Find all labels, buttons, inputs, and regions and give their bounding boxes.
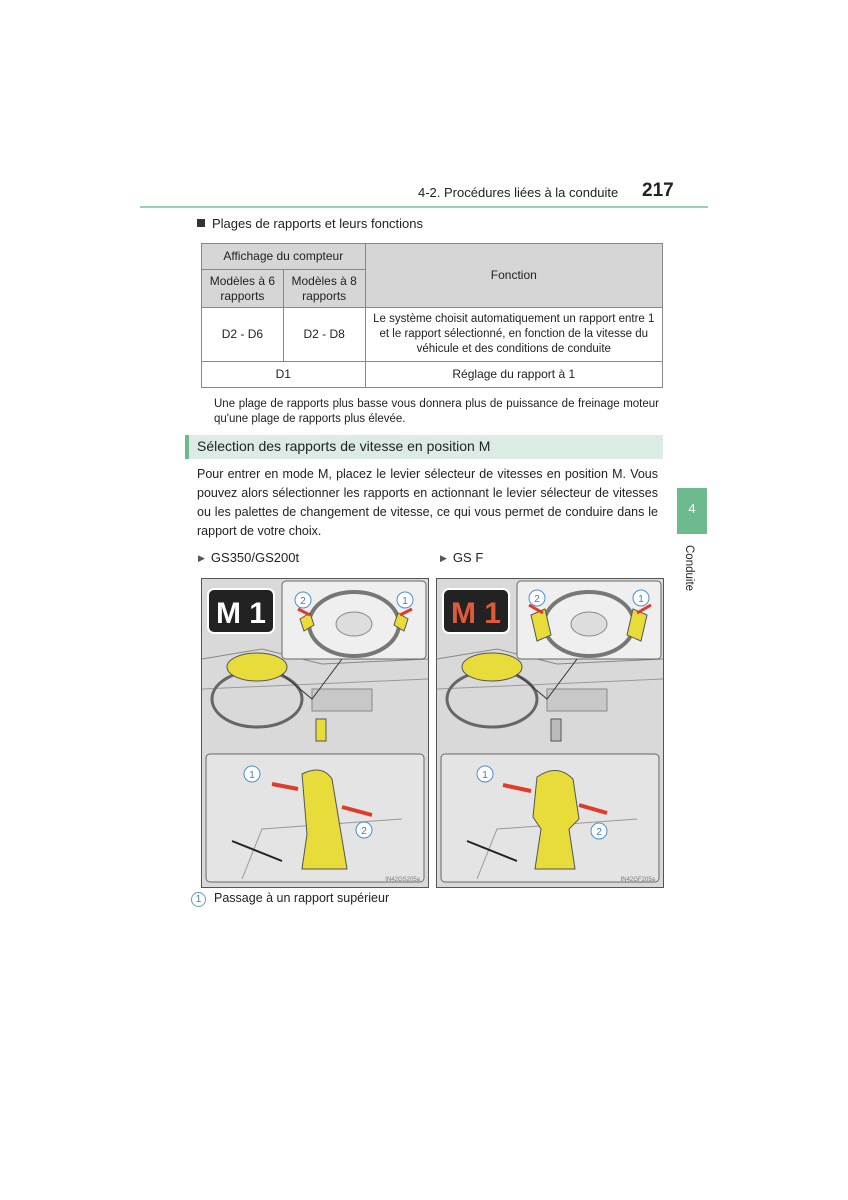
figure-caption [191, 891, 389, 907]
svg-text:1: 1 [482, 770, 488, 781]
callout-number-icon: 1 [191, 892, 206, 907]
table-cell: D2 - D6 [202, 308, 284, 362]
running-header: 4-2. Procédures liées à la conduite [418, 185, 619, 200]
table-cell: Le système choisit automatiquement un rapport entre 1 et le rapport sélectionné, en fonction de la vitesse du véhicule et des conditions de conduite [365, 308, 662, 362]
section-heading-text: Plages de rapports et leurs fonctions [212, 216, 424, 231]
table-header-8-speed: Modèles à 8 rapports [283, 270, 365, 308]
header-rule [140, 206, 708, 208]
table-cell: Réglage du rapport à 1 [365, 362, 662, 388]
table-group-header: Affichage du compteur [202, 244, 366, 270]
subsection-title: Sélection des rapports de vitesse en position M [197, 438, 491, 454]
subsection-accent [185, 435, 189, 459]
table-cell: D1 [202, 362, 366, 388]
triangle-bullet-icon: ▶ [198, 553, 205, 563]
svg-text:1: 1 [638, 594, 644, 605]
svg-text:2: 2 [534, 594, 540, 605]
svg-text:1: 1 [249, 770, 255, 781]
square-bullet-icon [197, 219, 205, 227]
figure-id: IN42GS205a [385, 877, 420, 883]
gear-range-table [201, 243, 663, 388]
triangle-bullet-icon: ▶ [440, 553, 447, 563]
figure-id: IN42GF205a [620, 877, 655, 883]
section-heading [197, 216, 423, 231]
figure-gs350 [201, 578, 429, 888]
table-cell: D2 - D8 [283, 308, 365, 362]
model-label-text: GS350/GS200t [210, 550, 300, 565]
shift-illustration-gs350 [202, 579, 428, 887]
page-number: 217 [642, 180, 674, 201]
chapter-tab: 4 [677, 488, 707, 534]
chapter-label-text: Conduite [683, 545, 695, 592]
svg-text:2: 2 [596, 827, 602, 838]
gear-display-text: M 1 [215, 597, 267, 630]
body-paragraph: Pour entrer en mode M, placez le levier sélecteur de vitesses en position M. Vous pouvez alors sélectionner les rapports en actionnant le levier sélecteur de vitesses ou les palettes de changement de vitesse, ce qui vous permet de conduire dans le rapport de votre choix. [197, 467, 658, 538]
note-text: Une plage de rapports plus basse vous donnera plus de puissance de freinage moteur qu'une plage de rapports plus élevée. [214, 398, 659, 425]
caption-text: Passage à un rapport supérieur [214, 891, 390, 905]
table-header-function: Fonction [365, 244, 662, 308]
svg-text:2: 2 [300, 596, 306, 607]
figure-gsf [436, 578, 664, 888]
svg-text:2: 2 [361, 826, 367, 837]
model-label-text: GS F [452, 550, 484, 565]
table-header-6-speed: Modèles à 6 rapports [202, 270, 284, 308]
shift-illustration-gsf [437, 579, 663, 887]
model-label-gsf [440, 550, 483, 565]
svg-text:1: 1 [402, 596, 408, 607]
gear-display-text: M 1 [450, 597, 502, 630]
model-label-gs350 [198, 550, 299, 565]
chapter-label [673, 545, 703, 605]
